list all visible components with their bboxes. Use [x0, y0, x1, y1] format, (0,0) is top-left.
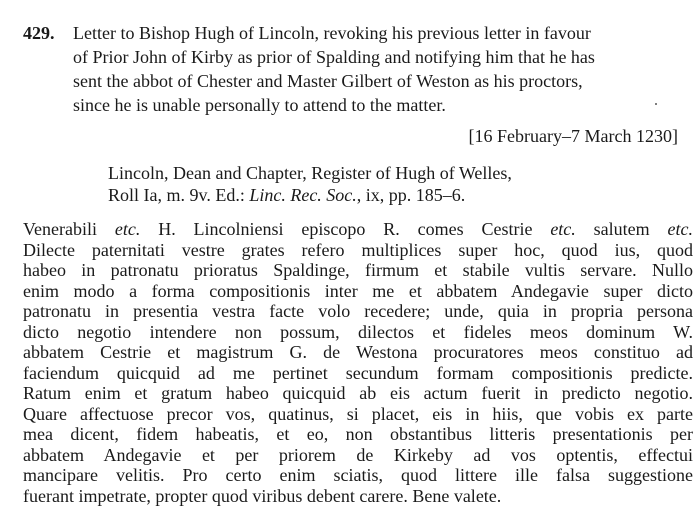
body-line: Dilecte paternitati vestre grates refero multiplices super hoc, quod ius, quod [23, 239, 693, 260]
etc-abbrev: etc. [114, 219, 141, 239]
etc-abbrev: etc. [667, 219, 693, 239]
source-suffix: , ix, pp. 185–6. [356, 185, 466, 205]
date-line: [16 February–7 March 1230] [468, 126, 678, 146]
body-line: dicto negotio intendere non possum, dilectos et fideles meos dominum W. [23, 321, 693, 342]
source-prefix: Roll Ia, m. 9v. Ed.: [108, 185, 250, 205]
entry-number: 429. [23, 23, 55, 43]
body-line: mancipare velitis. Pro certo enim sciatis, quod littere ille falsa suggestione [23, 465, 693, 485]
body-line: abbatem Andegavie et per priorem de Kirkeby ad vos optentis, effectui [23, 444, 693, 465]
body-line-1 [23, 219, 693, 240]
entry-heading [73, 21, 693, 117]
text-run: salutem [575, 219, 668, 239]
heading-line: Letter to Bishop Hugh of Lincoln, revoking his previous letter in favour [73, 23, 591, 43]
body-line: faciendum quicquid ad me pertinet secundum formam compositionis predicte. [23, 362, 693, 383]
body-line: patronatu in presentia vestra facte volo recedere; unde, quia in propria persona [23, 301, 693, 321]
body-line: abbatem Cestrie et magistrum G. de Westona procuratores meos constituo ad [23, 342, 693, 362]
stray-dot-mark [655, 103, 657, 105]
source-line-2 [108, 184, 512, 206]
etc-abbrev: etc. [550, 219, 576, 239]
body-line: habeo in patronatu prioratus Spaldinge, firmum et stabile vultis servare. Nullo [23, 260, 693, 280]
source-citation [108, 162, 512, 206]
text-run: Venerabili [23, 219, 115, 239]
text-run: H. Lincolniensi episcopo R. comes Cestrie [140, 219, 551, 239]
heading-line: since he is unable personally to attend to the matter. [73, 95, 446, 115]
source-line-1: Lincoln, Dean and Chapter, Register of Hugh of Welles, [108, 163, 512, 183]
body-line: Quare affectuose precor vos, quatinus, si placet, eis in hiis, que vobis ex parte [23, 403, 693, 424]
body-line: Ratum enim et gratum habeo quicquid ab eis actum fuerit in predicto negotio. [23, 383, 693, 403]
body-line: enim modo a forma compositionis inter me et abbatem Andegavie super dicto [23, 280, 693, 301]
heading-line: sent the abbot of Chester and Master Gilbert of Weston as his proctors, [73, 71, 583, 91]
heading-line: of Prior John of Kirby as prior of Spalding and notifying him that he has [73, 47, 595, 67]
source-italic-title: Linc. Rec. Soc. [249, 185, 357, 205]
latin-text-body [23, 219, 693, 506]
body-line: mea dicent, fidem habeatis, et eo, non obstantibus litteris presentationis per [23, 424, 693, 444]
body-line-last: fuerant impetrate, propter quod viribus debent carere. Bene valete. [23, 485, 502, 506]
